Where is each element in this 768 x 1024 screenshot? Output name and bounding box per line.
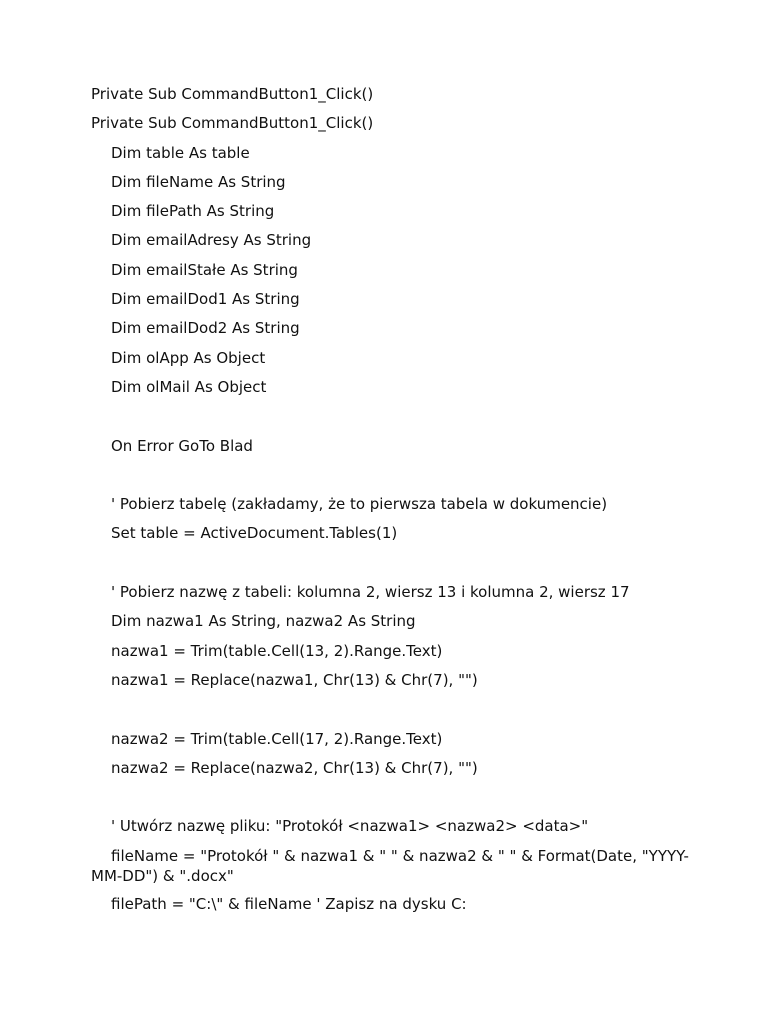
code-line: ' Pobierz nazwę z tabeli: kolumna 2, wiersz 13 i kolumna 2, wiersz 17 — [111, 583, 630, 602]
code-line: Dim fileName As String — [111, 172, 286, 191]
blank-line — [91, 465, 691, 494]
code-line: Private Sub CommandButton1_Click() — [91, 114, 374, 133]
blank-line — [91, 699, 691, 728]
code-line: Set table = ActiveDocument.Tables(1) — [111, 524, 398, 543]
code-line: Dim olMail As Object — [111, 377, 267, 396]
blank-line — [91, 406, 691, 435]
code-text-block — [91, 84, 691, 923]
blank-line — [91, 553, 691, 582]
code-line: nazwa1 = Replace(nazwa1, Chr(13) & Chr(7), "") — [111, 670, 478, 689]
code-line: nazwa2 = Replace(nazwa2, Chr(13) & Chr(7), "") — [111, 758, 478, 777]
code-line: Dim filePath As String — [111, 202, 275, 221]
code-line: Dim emailDod2 As String — [111, 319, 300, 338]
code-line: ' Utwórz nazwę pliku: "Protokół <nazwa1> <nazwa2> <data>" — [111, 817, 589, 836]
code-line: ' Pobierz tabelę (zakładamy, że to pierwsza tabela w dokumencie) — [111, 495, 608, 514]
code-line: Private Sub CommandButton1_Click() — [91, 85, 374, 103]
code-line: On Error GoTo Blad — [111, 436, 253, 455]
code-line: Dim olApp As Object — [111, 348, 266, 367]
code-line: Dim table As table — [111, 143, 250, 162]
code-line: fileName = "Protokół " & nazwa1 & " " & nazwa2 & " " & Format(Date, "YYYY-MM-DD") & ".docx" — [91, 846, 689, 885]
code-line: Dim emailAdresy As String — [111, 231, 312, 250]
blank-line — [91, 787, 691, 816]
code-line: nazwa1 = Trim(table.Cell(13, 2).Range.Text) — [111, 641, 443, 660]
code-line: filePath = "C:\" & fileName ' Zapisz na dysku C: — [111, 894, 467, 913]
code-line: Dim nazwa1 As String, nazwa2 As String — [111, 612, 416, 631]
code-line: nazwa2 = Trim(table.Cell(17, 2).Range.Text) — [111, 729, 443, 748]
code-line: Dim emailDod1 As String — [111, 290, 300, 309]
code-line: Dim emailStałe As String — [111, 260, 298, 279]
